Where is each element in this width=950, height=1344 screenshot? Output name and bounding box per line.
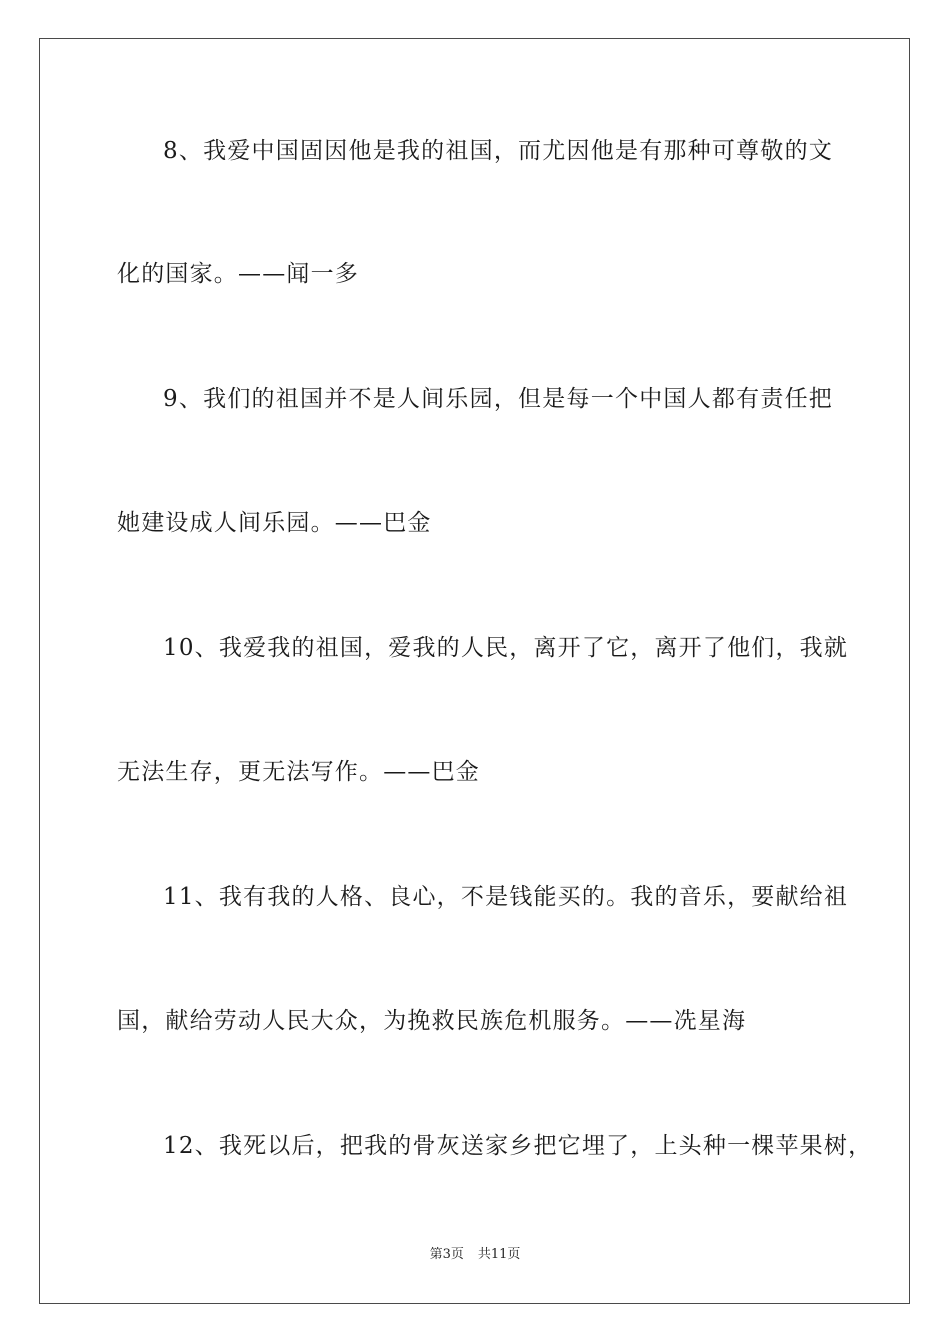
paragraph-10-line-1: 10、我爱我的祖国，爱我的人民，离开了它，离开了他们，我就: [163, 635, 849, 661]
paragraph-12-line-1: 12、我死以后，把我的骨灰送家乡把它埋了，上头种一棵苹果树，: [163, 1133, 873, 1159]
paragraph-10-line-2: 无法生存，更无法写作。——巴金: [117, 759, 480, 785]
page-number: 第3页: [429, 1247, 464, 1262]
paragraph-9-line-1: 9、我们的祖国并不是人间乐园，但是每一个中国人都有责任把: [163, 386, 833, 412]
paragraph-9-line-2: 她建设成人间乐园。——巴金: [117, 510, 432, 536]
paragraph-11-line-2: 国，献给劳动人民大众，为挽救民族危机服务。——冼星海: [117, 1008, 747, 1034]
page-border: [39, 38, 910, 1304]
page-total: 共11页: [477, 1247, 521, 1262]
paragraph-11-line-1: 11、我有我的人格、良心，不是钱能买的。我的音乐，要献给祖: [163, 884, 849, 910]
paragraph-8-line-2: 化的国家。——闻一多: [117, 261, 359, 287]
paragraph-8-line-1: 8、我爱中国固因他是我的祖国，而尤因他是有那种可尊敬的文: [163, 138, 833, 164]
page-footer: [0, 1246, 950, 1264]
